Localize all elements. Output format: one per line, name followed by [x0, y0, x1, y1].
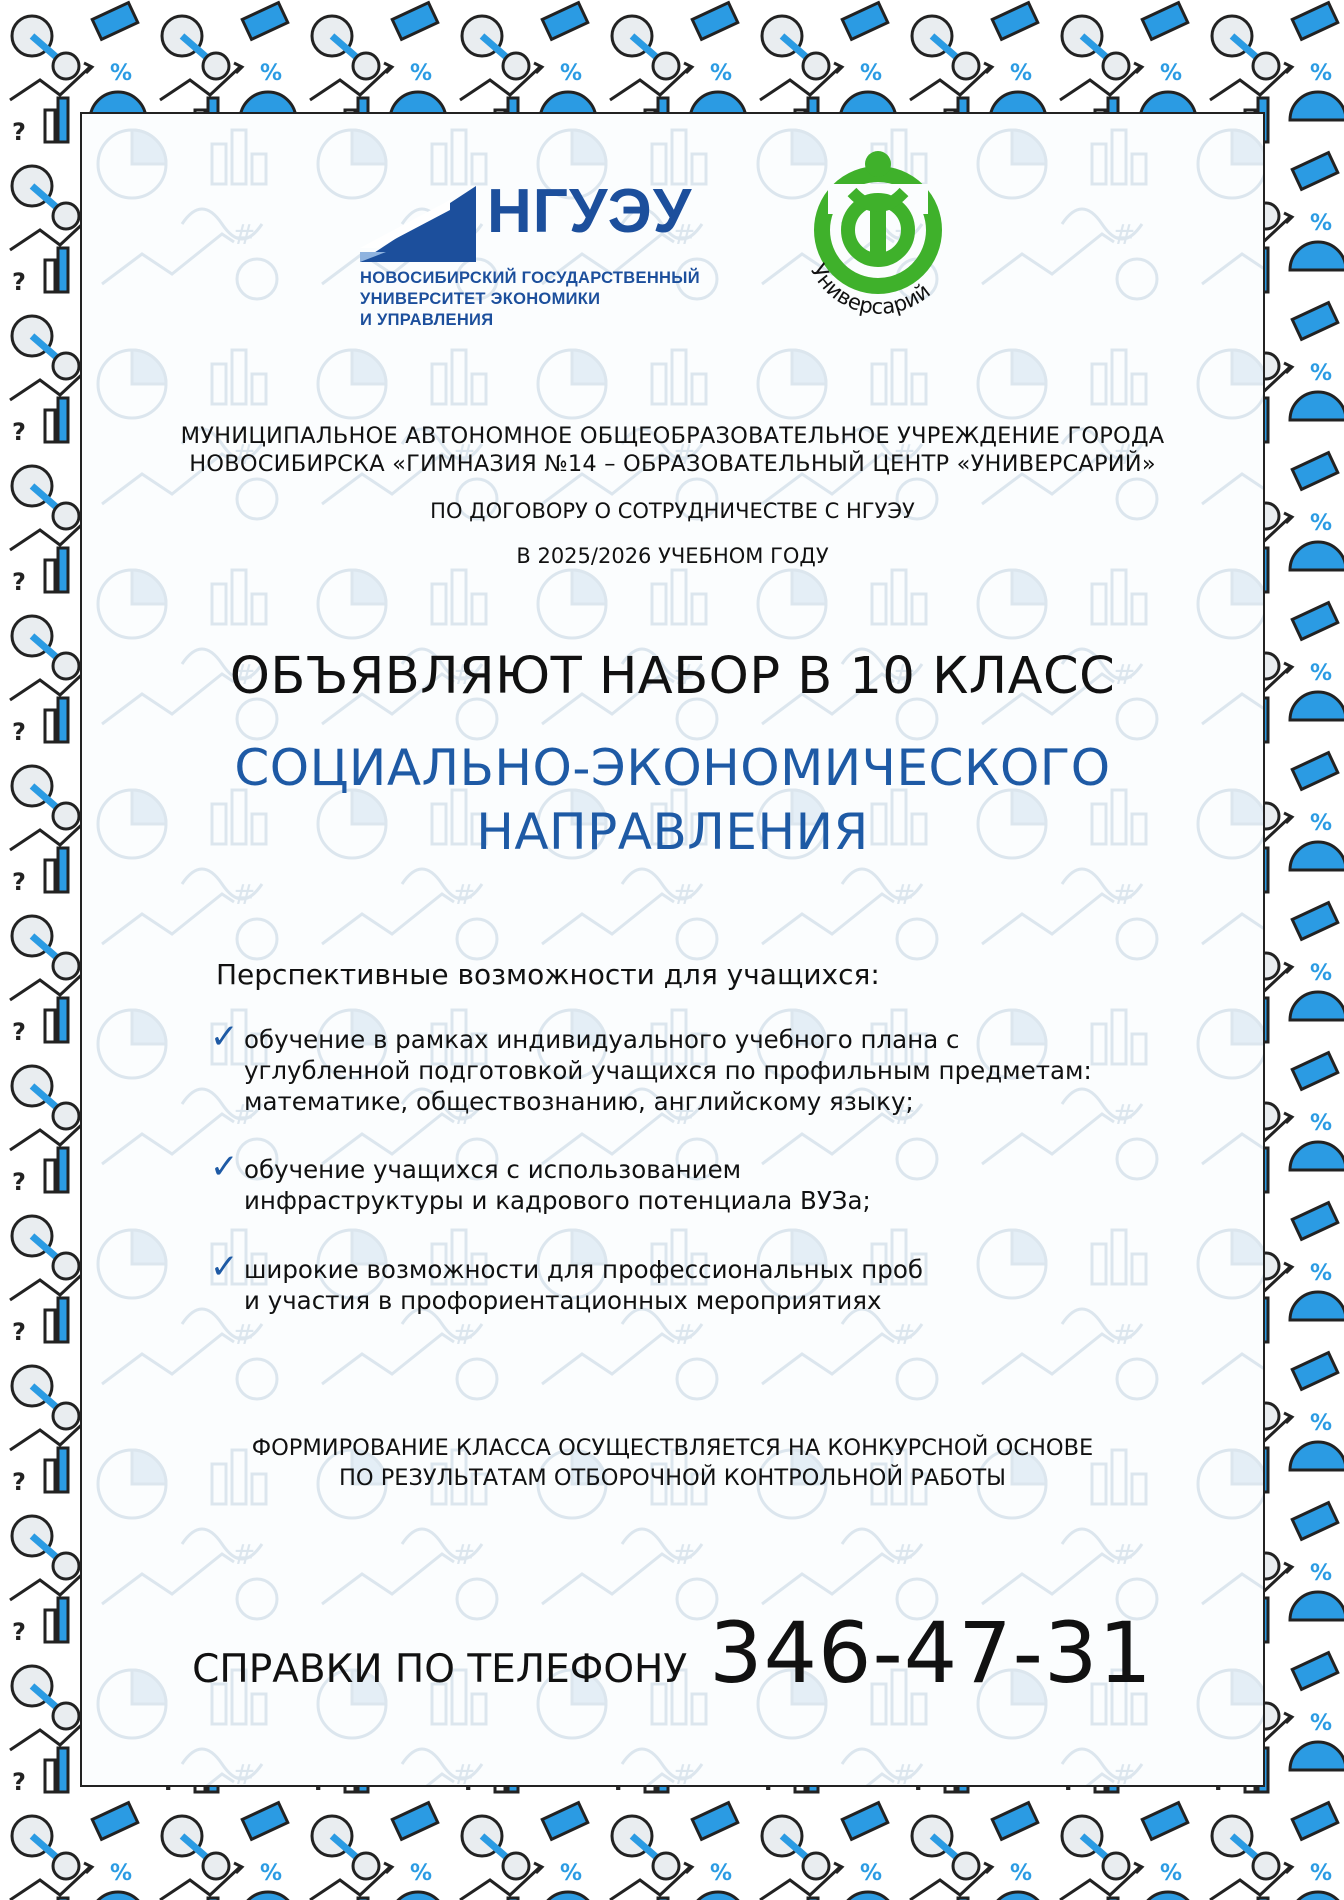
competition-note [82, 1433, 1263, 1493]
benefit-line: обучение в рамках индивидуального учебного плана с [244, 1025, 960, 1054]
benefit-item [210, 1017, 1092, 1117]
benefits-title: Перспективные возможности для учащихся: [216, 958, 880, 991]
competition-line: ФОРМИРОВАНИЕ КЛАССА ОСУЩЕСТВЛЯЕТСЯ НА КОНКУРСНОЙ ОСНОВЕ [251, 1435, 1094, 1461]
universary-logo-name: Универсарий [805, 259, 935, 319]
benefit-item [210, 1147, 871, 1216]
contact-info [82, 1604, 1263, 1702]
organization-name [82, 422, 1263, 478]
nsuem-full-line: И УПРАВЛЕНИЯ [360, 311, 494, 329]
competition-line: ПО РЕЗУЛЬТАТАМ ОТБОРОЧНОЙ КОНТРОЛЬНОЙ РАБОТЫ [338, 1465, 1007, 1491]
academic-year: В 2025/2026 УЧЕБНОМ ГОДУ [516, 544, 829, 568]
benefit-line: инфраструктуры и кадрового потенциала ВУЗа; [244, 1186, 871, 1215]
benefit-line: обучение учащихся с использованием [244, 1155, 742, 1184]
benefit-line: математике, обществознанию, английскому языку; [244, 1087, 914, 1116]
nsuem-emblem-icon [360, 186, 476, 262]
benefit-item [210, 1247, 923, 1316]
checkmark-icon: ✓ [210, 1147, 239, 1187]
universary-logo [792, 144, 962, 344]
nsuem-full-line: УНИВЕРСИТЕТ ЭКОНОМИКИ [360, 290, 601, 308]
benefit-line: широкие возможности для профессиональных проб [244, 1255, 923, 1284]
nsuem-full-name [360, 268, 700, 331]
checkmark-icon: ✓ [210, 1247, 239, 1287]
org-line: НОВОСИБИРСКА «ГИМНАЗИЯ №14 – ОБРАЗОВАТЕЛЬНЫЙ ЦЕНТР «УНИВЕРСАРИЙ» [189, 451, 1156, 477]
phone-number: 346-47-31 [709, 1604, 1153, 1702]
benefit-line: углубленной подготовкой учащихся по профильным предметам: [244, 1056, 1092, 1085]
benefit-line: и участия в профориентационных мероприятиях [244, 1286, 882, 1315]
direction-line: СОЦИАЛЬНО-ЭКОНОМИЧЕСКОГО [234, 739, 1111, 797]
checkmark-icon: ✓ [210, 1017, 239, 1057]
announcement-heading: ОБЪЯВЛЯЮТ НАБОР В 10 КЛАСС [229, 647, 1116, 706]
contact-label: СПРАВКИ ПО ТЕЛЕФОНУ [192, 1647, 688, 1692]
org-line: МУНИЦИПАЛЬНОЕ АВТОНОМНОЕ ОБЩЕОБРАЗОВАТЕЛЬНОЕ УЧРЕЖДЕНИЕ ГОРОДА [180, 423, 1165, 449]
poster-panel [80, 112, 1265, 1787]
nsuem-abbreviation: НГУЭУ [487, 177, 693, 246]
direction-line: НАПРАВЛЕНИЯ [476, 803, 869, 861]
faint-doodle-pattern [82, 114, 1263, 1785]
contract-line: ПО ДОГОВОРУ О СОТРУДНИЧЕСТВЕ С НГУЭУ [430, 499, 915, 523]
nsuem-full-line: НОВОСИБИРСКИЙ ГОСУДАРСТВЕННЫЙ [360, 269, 700, 287]
direction-heading [82, 736, 1263, 864]
